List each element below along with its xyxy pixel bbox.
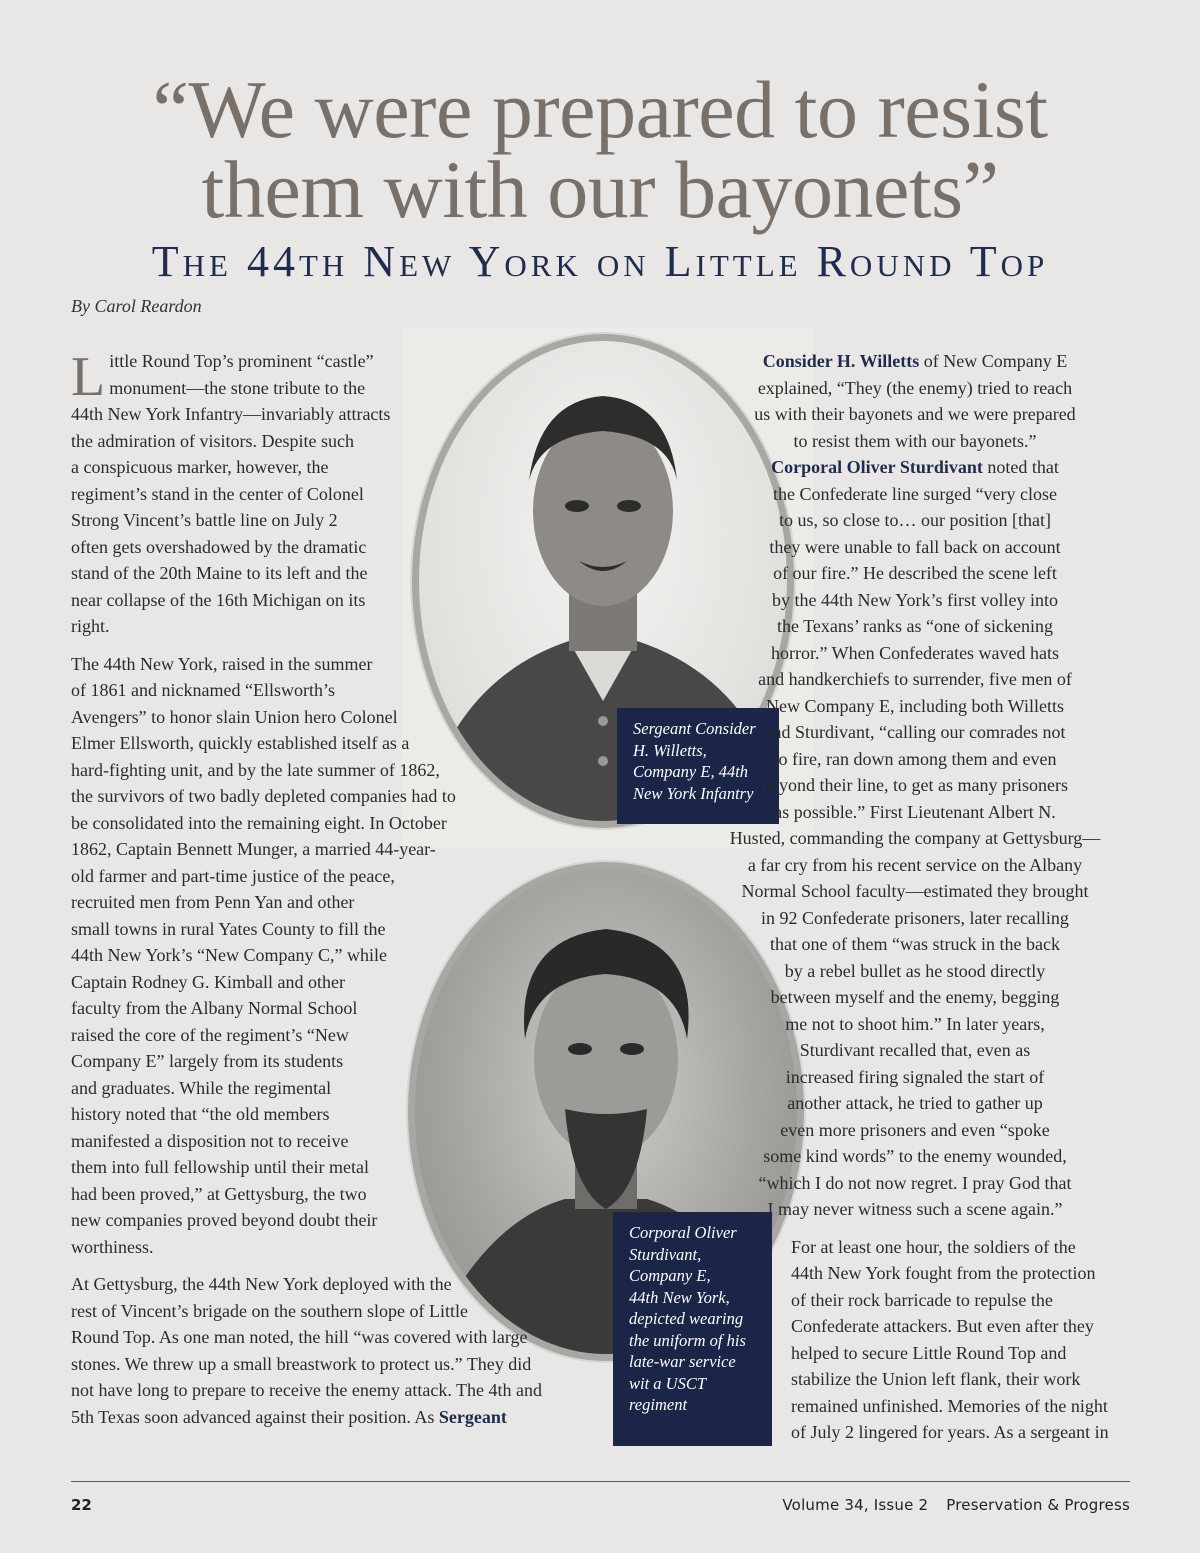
headline-line-2: them with our bayonets”	[201, 144, 999, 235]
text-line: me not to shoot him.” In later years,	[785, 1013, 1045, 1034]
text-line	[71, 1404, 571, 1431]
text-line: At Gettysburg, the 44th New York deployed with the	[71, 1274, 452, 1294]
text-line: be consolidated into the remaining eight. In October	[71, 812, 447, 833]
text-line: and handkerchiefs to surrender, five men of	[758, 669, 1072, 689]
caption-line: 44th New York,	[629, 1287, 730, 1307]
text-line: “which I do not now regret. I pray God that	[758, 1172, 1072, 1193]
highlighted-name: Corporal Oliver Sturdivant	[771, 457, 983, 477]
text-line: Confederate attackers. But even after they	[791, 1316, 1094, 1336]
text-line: faculty from the Albany Normal School	[71, 998, 358, 1018]
caption-line: Corporal Oliver	[629, 1223, 737, 1242]
text-line: Avengers” to honor slain Union hero Colonel	[71, 706, 398, 727]
text-line: raised the core of the regiment’s “New	[71, 1024, 349, 1045]
text-line: the Confederate line surged “very close	[772, 483, 1058, 504]
text-line: often gets overshadowed by the dramatic	[71, 536, 367, 557]
text-line: Round Top. As one man noted, the hill “was covered with large	[71, 1327, 528, 1347]
text-line: of 1861 and nicknamed “Ellsworth’s	[71, 680, 335, 700]
text-line: by a rebel bullet as he stood directly	[784, 960, 1046, 981]
text-line: history noted that “the old members	[71, 1104, 330, 1124]
text-line: Strong Vincent’s battle line on July 2	[71, 510, 338, 530]
caption-line: H. Willetts,	[633, 740, 707, 760]
paragraph-history	[71, 651, 571, 1261]
text-line: For at least one hour, the soldiers of the	[791, 1236, 1076, 1257]
text-line: small towns in rural Yates County to fill the	[71, 918, 386, 939]
text-line: by the 44th New York’s first volley into	[772, 589, 1058, 610]
issue-label: Volume 34, Issue 2	[782, 1496, 929, 1514]
text-line: of their rock barricade to repulse the	[791, 1289, 1053, 1310]
caption-line: Sturdivant,	[629, 1244, 702, 1264]
text-line: 44th New York’s “New Company C,” while	[71, 945, 387, 965]
text-line: to resist them with our bayonets.”	[793, 430, 1037, 451]
text-line: manifested a disposition not to receive	[71, 1130, 349, 1151]
text-line: worthiness.	[71, 1236, 154, 1257]
text-line: Husted, commanding the company at Gettysburg—	[729, 828, 1101, 848]
text-line: near collapse of the 16th Michigan on its	[71, 589, 366, 610]
text-line: stones. We threw up a small breastwork to protect us.” They did	[71, 1353, 532, 1374]
text-line: another attack, he tried to gather up	[787, 1093, 1043, 1113]
caption-line: Company E, 44th	[633, 762, 749, 781]
footer-issue-info	[782, 1496, 1130, 1514]
text-line: in 92 Confederate prisoners, later recalling	[761, 907, 1069, 928]
caption-line: depicted wearing	[629, 1309, 744, 1328]
text-line: hard-fighting unit, and by the late summer of 1862,	[71, 759, 440, 780]
headline-line-1: “We were prepared to resist	[152, 64, 1048, 155]
subheadline: The 44th New York on Little Round Top	[151, 237, 1049, 286]
text-line: of July 2 lingered for years. As a sergeant in	[791, 1422, 1109, 1442]
text-line: I may never witness such a scene again.”	[767, 1199, 1063, 1219]
text-line: Sturdivant recalled that, even as	[799, 1040, 1031, 1060]
text-line: New Company E, including both Willetts	[766, 695, 1064, 716]
caption-line: Company E,	[629, 1266, 711, 1285]
publication-name: Preservation & Progress	[946, 1496, 1130, 1514]
text-line: of our fire.” He described the scene left	[773, 563, 1057, 583]
caption-line: wit a USCT	[629, 1373, 707, 1393]
caption-line: Sergeant Consider	[633, 719, 756, 738]
text-line: beyond their line, to get as many prisoners	[762, 775, 1068, 795]
text-line: a conspicuous marker, however, the	[71, 457, 329, 477]
text-line: recruited men from Penn Yan and other	[71, 892, 355, 912]
caption-line: late-war service	[629, 1352, 736, 1371]
text-line: and graduates. While the regimental	[71, 1077, 332, 1098]
highlighted-name: Sergeant	[438, 1406, 507, 1427]
left-column	[71, 348, 571, 1441]
drop-cap: L	[71, 346, 106, 408]
highlighted-name: Consider H. Willetts	[762, 351, 920, 371]
text-line: Elmer Ellsworth, quickly established itself as a	[71, 733, 410, 753]
text-line: and Sturdivant, “calling our comrades not	[764, 722, 1066, 742]
text-line: increased firing signaled the start of	[785, 1066, 1045, 1087]
text-line: to us, so close to… our position [that]	[779, 510, 1051, 530]
text-line: they were unable to fall back on account	[769, 536, 1061, 557]
text-line: them into full fellowship until their metal	[71, 1157, 369, 1177]
text-line: to fire, ran down among them and even	[773, 748, 1057, 769]
text-fragment: noted that	[982, 457, 1059, 477]
text-line: 1862, Captain Bennett Munger, a married 44-year-	[71, 839, 436, 859]
text-line: a far cry from his recent service on the Albany	[747, 854, 1083, 875]
text-line: horror.” When Confederates waved hats	[770, 642, 1060, 663]
text-line: explained, “They (the enemy) tried to reach	[757, 377, 1073, 398]
text-line: the admiration of visitors. Despite such	[71, 430, 354, 451]
text-line: remained unfinished. Memories of the night	[791, 1395, 1108, 1416]
text-line	[690, 454, 1140, 481]
text-line: stand of the 20th Maine to its left and the	[71, 563, 368, 583]
text-line: The 44th New York, raised in the summer	[71, 653, 373, 674]
paragraph-intro	[71, 348, 571, 640]
text-line: regiment’s stand in the center of Colonel	[71, 483, 364, 504]
text-line: the Texans’ ranks as “one of sickening	[777, 616, 1053, 636]
paragraph-aftermath	[791, 1234, 1140, 1446]
text-fragment: of New Company E	[919, 351, 1068, 371]
headline	[60, 64, 1140, 235]
paragraph-accounts	[690, 348, 1140, 1223]
caption-line: the uniform of his	[629, 1330, 746, 1350]
paragraph-gettysburg	[71, 1271, 571, 1430]
text-line: even more prisoners and even “spoke	[780, 1119, 1050, 1140]
text-line: had been proved,” at Gettysburg, the two	[71, 1183, 367, 1204]
text-line: stabilize the Union left flank, their work	[791, 1369, 1081, 1389]
page-number: 22	[71, 1496, 92, 1514]
text-line: as possible.” First Lieutenant Albert N.	[774, 801, 1056, 822]
text-line: Captain Rodney G. Kimball and other	[71, 971, 345, 992]
text-line: new companies proved beyond doubt their	[71, 1210, 378, 1230]
text-line: right.	[71, 616, 110, 636]
byline: By Carol Reardon	[71, 296, 202, 316]
text-line: the survivors of two badly depleted companies had to	[71, 786, 456, 806]
text-line: Company E” largely from its students	[71, 1051, 344, 1071]
text-line: ittle Round Top’s prominent “castle”	[109, 351, 374, 371]
text-line: between myself and the enemy, begging	[770, 987, 1060, 1007]
text-fragment: 5th Texas soon advanced against their position. As	[71, 1406, 439, 1427]
right-column	[690, 348, 1140, 1457]
footer-divider	[71, 1481, 1130, 1482]
text-line: old farmer and part-time justice of the peace,	[71, 865, 395, 886]
text-line: monument—the stone tribute to the	[109, 377, 366, 398]
text-line: Normal School faculty—estimated they brought	[741, 881, 1089, 901]
text-line: some kind words” to the enemy wounded,	[763, 1146, 1067, 1166]
caption-line: New York Infantry	[633, 783, 754, 803]
text-line: 44th New York Infantry—invariably attracts	[71, 404, 391, 424]
caption-line: regiment	[629, 1395, 688, 1414]
text-line: us with their bayonets and we were prepared	[754, 404, 1076, 424]
text-line: that one of them “was struck in the back	[770, 934, 1060, 954]
text-line	[690, 348, 1140, 375]
text-line: rest of Vincent’s brigade on the southern slope of Little	[71, 1300, 468, 1321]
text-line: not have long to prepare to receive the enemy attack. The 4th and	[71, 1380, 542, 1400]
text-line: helped to secure Little Round Top and	[791, 1342, 1067, 1363]
text-line: 44th New York fought from the protection	[791, 1263, 1096, 1283]
